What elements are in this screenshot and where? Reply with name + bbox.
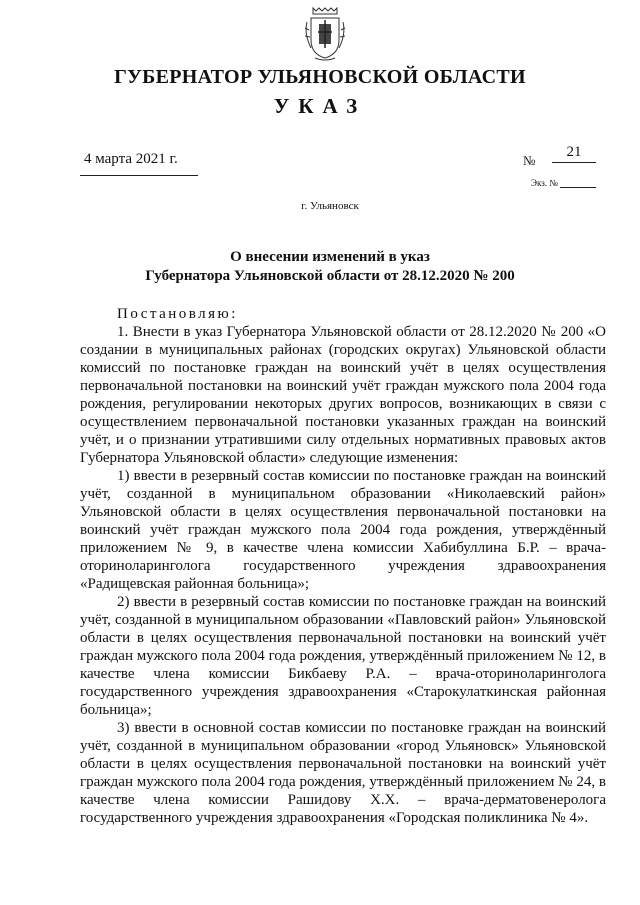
- copy-number-line: [560, 187, 596, 188]
- issue-city: г. Ульяновск: [301, 200, 359, 212]
- paragraph-1: 1. Внести в указ Губернатора Ульяновской области от 28.12.2020 № 200 «О создании в муниципальных районах (городских округах) Ульяновской области комиссий по постановке граждан на воинский учёт в целях осуществления первоначальной постановки на воинский учёт граждан мужского пола 2004 года рождения, регулировании некоторых других вопросов, возникающих в связи с осуществлением первоначальной постановки указанных граждан на воинский учёт, и о признании утратившими силу отдельных нормативных правовых актов Губернатора Ульяновской области» следующие изменения:: [80, 324, 606, 466]
- date-underline: [80, 175, 198, 176]
- subject-line-1: О внесении изменений в указ: [230, 249, 430, 265]
- paragraph-1-item-3: 3) ввести в основной состав комиссии по постановке граждан на воинский учёт, созданной в муниципальном образовании «город Ульяновск» Ульяновской области в целях осуществления первоначальной постановки на воинский учёт граждан мужского пола 2004 года рождения, утверждённый приложением № 24, в качестве члена комиссии Рашидову Х.Х. – врача-дерматовенеролога государственного учреждения здравоохранения «Городская поликлиника № 4».: [80, 720, 606, 826]
- decree-number: 21: [552, 144, 596, 163]
- paragraph-1-item-2: 2) ввести в резервный состав комиссии по постановке граждан на воинский учёт, созданной в муниципальном образовании «Павловский район» Ульяновской области в целях осуществления первоначальной постановки на воинский учёт граждан мужского пола 2004 года рождения, утверждённый приложением № 12, в качестве члена комиссии Бикбаеву Р.А. – врача-оториноларинголога государственного учреждения здравоохранения «Старокулаткинская районная больница»;: [80, 594, 606, 718]
- paragraph-1-item-1: 1) ввести в резервный состав комиссии по постановке граждан на воинский учёт, созданной в муниципальном образовании «Николаевский район» Ульяновской области в целях осуществления первоначальной постановки на воинский учёт граждан мужского пола 2004 года рождения, утверждённый приложением № 9, в качестве члена комиссии Хабибуллина Б.Р. – врача-оториноларинголога государственного учреждения здравоохранения «Радищевская районная больница»;: [80, 468, 606, 592]
- preamble: Постановляю:: [117, 306, 238, 322]
- issuer-title: ГУБЕРНАТОР УЛЬЯНОВСКОЙ ОБЛАСТИ: [114, 66, 526, 88]
- decree-subject: [0, 248, 640, 286]
- coat-of-arms-emblem: [303, 4, 347, 62]
- document-type-title: УКАЗ: [273, 94, 367, 118]
- decree-body: [80, 305, 606, 827]
- copy-number-label: Экз. №: [531, 178, 558, 188]
- number-label: №: [523, 153, 536, 168]
- decree-date: 4 марта 2021 г.: [84, 151, 178, 167]
- subject-line-2: Губернатора Ульяновской области от 28.12.2020 № 200: [145, 268, 515, 284]
